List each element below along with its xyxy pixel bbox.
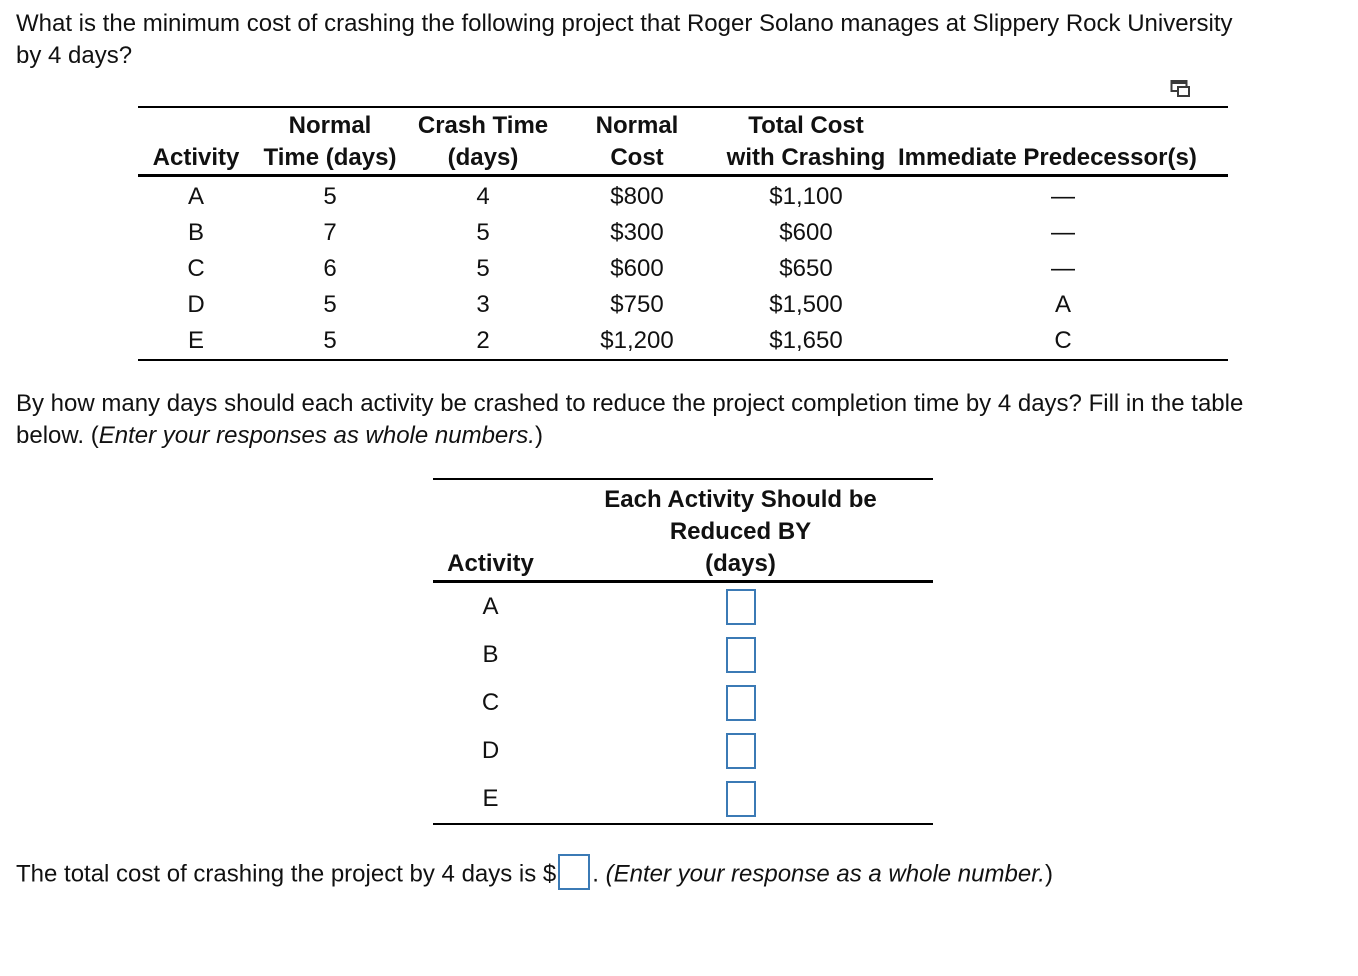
cell-normal-cost: $800 xyxy=(610,183,664,210)
answer-table-header-row xyxy=(433,480,933,582)
answer-row xyxy=(433,631,933,679)
total-cost-period: . xyxy=(592,860,599,888)
question-line-1: What is the minimum cost of crashing the following project that Roger Solano manages at Slippery Rock University xyxy=(16,10,1233,37)
header-normal-cost: Normal Cost xyxy=(560,108,714,176)
answer-row xyxy=(433,582,933,632)
cell-crash-time: 5 xyxy=(476,255,490,282)
popout-icon[interactable] xyxy=(1170,78,1190,98)
cell-activity: C xyxy=(187,255,205,282)
answer-header-reduce: Each Activity Should be Reduced BY (days) xyxy=(548,480,933,582)
total-cost-sentence xyxy=(16,857,1053,893)
answer-activity-label: C xyxy=(481,689,500,716)
cell-total-cost: $1,500 xyxy=(769,291,843,318)
table-row xyxy=(138,176,1228,216)
cell-predecessor: C xyxy=(1054,327,1072,354)
header-normal-time: Normal Time (days) xyxy=(254,108,406,176)
header-predecessor: Immediate Predecessor(s) xyxy=(898,108,1228,176)
reduce-input-a[interactable] xyxy=(726,589,756,625)
cell-normal-time: 5 xyxy=(323,327,337,354)
cell-predecessor: — xyxy=(1051,183,1075,210)
data-table-header-row xyxy=(138,108,1228,176)
reduce-input-c[interactable] xyxy=(726,685,756,721)
answer-row xyxy=(433,775,933,823)
reduce-input-e[interactable] xyxy=(726,781,756,817)
total-cost-prefix: The total cost of crashing the project by 4 days is $ xyxy=(16,860,557,888)
answer-activity-label: E xyxy=(482,785,499,812)
cell-normal-time: 6 xyxy=(323,255,337,282)
table-row xyxy=(138,215,1228,251)
activity-data-table xyxy=(138,106,1228,361)
cell-total-cost: $650 xyxy=(779,255,833,282)
reduce-input-d[interactable] xyxy=(726,733,756,769)
instruction-line-1: By how many days should each activity be crashed to reduce the project completion time by 4 days? Fill in the table xyxy=(16,390,1244,417)
cell-predecessor: — xyxy=(1051,219,1075,246)
table-row xyxy=(138,287,1228,323)
answer-table xyxy=(433,478,933,825)
table-row xyxy=(138,251,1228,287)
cell-normal-cost: $750 xyxy=(610,291,664,318)
cell-normal-time: 5 xyxy=(323,183,337,210)
cell-activity: A xyxy=(187,183,204,210)
total-cost-hint: (Enter your response as a whole number. xyxy=(605,860,1045,888)
cell-normal-time: 5 xyxy=(323,291,337,318)
cell-total-cost: $1,650 xyxy=(769,327,843,354)
total-cost-input[interactable] xyxy=(558,854,590,890)
cell-normal-cost: $300 xyxy=(610,219,664,246)
cell-activity: E xyxy=(187,327,204,354)
answer-header-activity: Activity xyxy=(433,480,548,582)
header-activity: Activity xyxy=(138,108,254,176)
cell-total-cost: $600 xyxy=(779,219,833,246)
cell-crash-time: 4 xyxy=(476,183,490,210)
cell-normal-time: 7 xyxy=(323,219,337,246)
header-total-cost: Total Cost with Crashing xyxy=(714,108,898,176)
cell-total-cost: $1,100 xyxy=(769,183,843,210)
reduce-input-b[interactable] xyxy=(726,637,756,673)
cell-crash-time: 3 xyxy=(476,291,490,318)
instruction-line-2-prefix: below. ( xyxy=(16,422,99,449)
cell-activity: D xyxy=(187,291,205,318)
table-row xyxy=(138,323,1228,359)
cell-predecessor: A xyxy=(1054,291,1071,318)
answer-activity-label: B xyxy=(482,641,499,668)
question-text xyxy=(16,8,1233,72)
answer-activity-label: A xyxy=(482,593,499,620)
cell-crash-time: 2 xyxy=(476,327,490,354)
cell-normal-cost: $600 xyxy=(610,255,664,282)
answer-activity-label: D xyxy=(481,737,500,764)
answer-row xyxy=(433,727,933,775)
cell-activity: B xyxy=(187,219,204,246)
cell-predecessor: — xyxy=(1051,255,1075,282)
header-crash-time: Crash Time (days) xyxy=(406,108,560,176)
instruction-text xyxy=(16,388,1243,452)
cell-crash-time: 5 xyxy=(476,219,490,246)
answer-row xyxy=(433,679,933,727)
instruction-line-2-suffix: ) xyxy=(534,422,543,449)
instruction-line-2-italic: Enter your responses as whole numbers. xyxy=(98,422,535,449)
question-line-2: by 4 days? xyxy=(16,42,133,69)
cell-normal-cost: $1,200 xyxy=(600,327,674,354)
total-cost-hint-close: ) xyxy=(1044,860,1053,888)
